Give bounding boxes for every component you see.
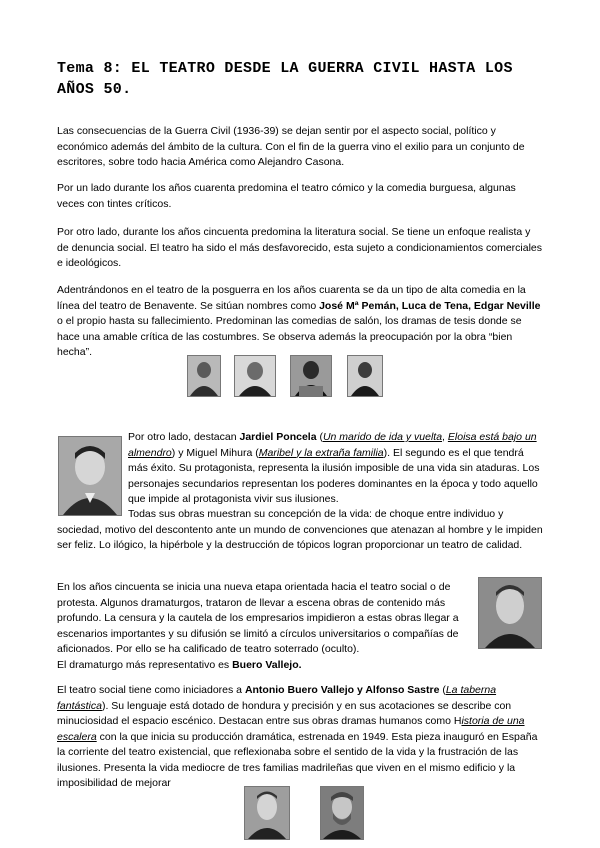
portrait-author-four	[347, 355, 383, 397]
page-title: Tema 8: EL TEATRO DESDE LA GUERRA CIVIL HASTA LOS AÑOS 50.	[57, 60, 513, 98]
paragraph-intro: Las consecuencias de la Guerra Civil (1936-39) se dejan sentir por el aspecto social, político y económico además del ámbito de la cultura. Con el fin de la guerra vino el exilio para un conjunto de escritores, sobre todo hacia América como Alejandro Casona.	[57, 125, 525, 168]
paragraph-obras-vida: Todas sus obras muestran su concepción de la vida: de choque entre individuo y sociedad, motivo del descontento ante un mundo de convenciones que atenazan al hombre y le impiden ser feliz. Lo ilógico, la hipérbole y la destrucción de tópicos logran proporcionar un teatro de calidad.	[57, 508, 543, 551]
paragraph-cincuenta: Por otro lado, durante los años cincuenta predomina la literatura social. Se tiene un enfoque realista y de denuncia social. El teatro ha sido el más desfavorecido, esta sujeto a condicionamientos comerciales e ideológicos.	[57, 226, 543, 269]
portrait-luca-de-tena	[234, 355, 276, 397]
portrait-pemán	[187, 355, 221, 397]
buero-vallejo-bold: Buero Vallejo.	[232, 658, 302, 671]
portrait-buero-vallejo	[478, 577, 542, 649]
authors-bold: José Mª Pemán, Luca de Tena, Edgar Neville	[319, 299, 541, 312]
portrait-neville	[290, 355, 332, 397]
paragraph-teatro-social: En los años cincuenta se inicia una nueva etapa orientada hacia el teatro social o de protesta. Algunos dramaturgos, trataron de llevar a escena obras de contenido más profundo. La censura y la cautela de los empresarios impidieron a estas obras llegar a escenarios importantes y su difusión se limitó a círculos universitarios o compañías de aficionados. Por ello se ha calificado de teatro soterrado (oculto). El dramaturgo más representativo es Buero Vallejo.	[57, 581, 459, 671]
paragraph-cuarenta: Por un lado durante los años cuarenta predomina el teatro cómico y la comedia burguesa, algunas veces con tintes críticos.	[57, 182, 516, 210]
work-title-marido: Un marido de ida y vuelta	[322, 431, 443, 443]
work-title-escalera: istoria de una escalera	[57, 715, 525, 743]
work-title-eloisa: Eloisa está bajo un almendro	[128, 431, 537, 459]
work-title-taberna: La taberna fantástica	[57, 684, 497, 712]
portrait-alfonso-sastre	[320, 786, 364, 840]
paragraph-jardiel-mihura: Por otro lado, destacan Jardiel Poncela (Un marido de ida y vuelta, Eloisa está bajo un almendro) y Miguel Mihura (Maribel y la extraña familia). El segundo es el que tendrá más éxito. Su protagonista, representa la ilusión imposible de una vida sin ataduras. Los personajes secundarios representan los poderes dominantes en la época y todo aquello que impide al protagonista vivir sus ilusiones.	[128, 431, 540, 505]
paragraph-iniciadores: El teatro social tiene como iniciadores a Antonio Buero Vallejo y Alfonso Sastre (La taberna fantástica). Su lenguaje está dotado de hondura y precisión y en sus acotaciones se describe con minuciosidad el espacio escénico. Destacan entre sus obras dramas humanos como Historia de una escalera con la que inicia su producción dramática, estrenada en 1949. Esta pieza inauguró en España la corriente del teatro existencial, que reflexionaba sobre el sentido de la vida y la frustración de las ilusiones. Presenta la vida mediocre de tres familias madrileñas que viven en el mismo edificio y la imposibilidad de mejorar	[57, 684, 538, 789]
portrait-buero-vallejo-small	[244, 786, 290, 840]
work-title-maribel: Maribel y la extraña familia	[258, 446, 384, 459]
paragraph-alta-comedia: Adentrándonos en el teatro de la posguerra en los años cuarenta se da un tipo de alta comedia en la línea del teatro de Benavente. Se sitúan nombres como José Mª Pemán, Luca de Tena, Edgar Neville o el propio hasta su fallecimiento. Predominan las comedias de salón, los dramas de tesis donde se hace una amable crítica de las costumbres. Se observa además la preocupación por la obra “bien hecha”.	[57, 284, 541, 358]
portrait-jardiel-poncela	[58, 436, 122, 516]
